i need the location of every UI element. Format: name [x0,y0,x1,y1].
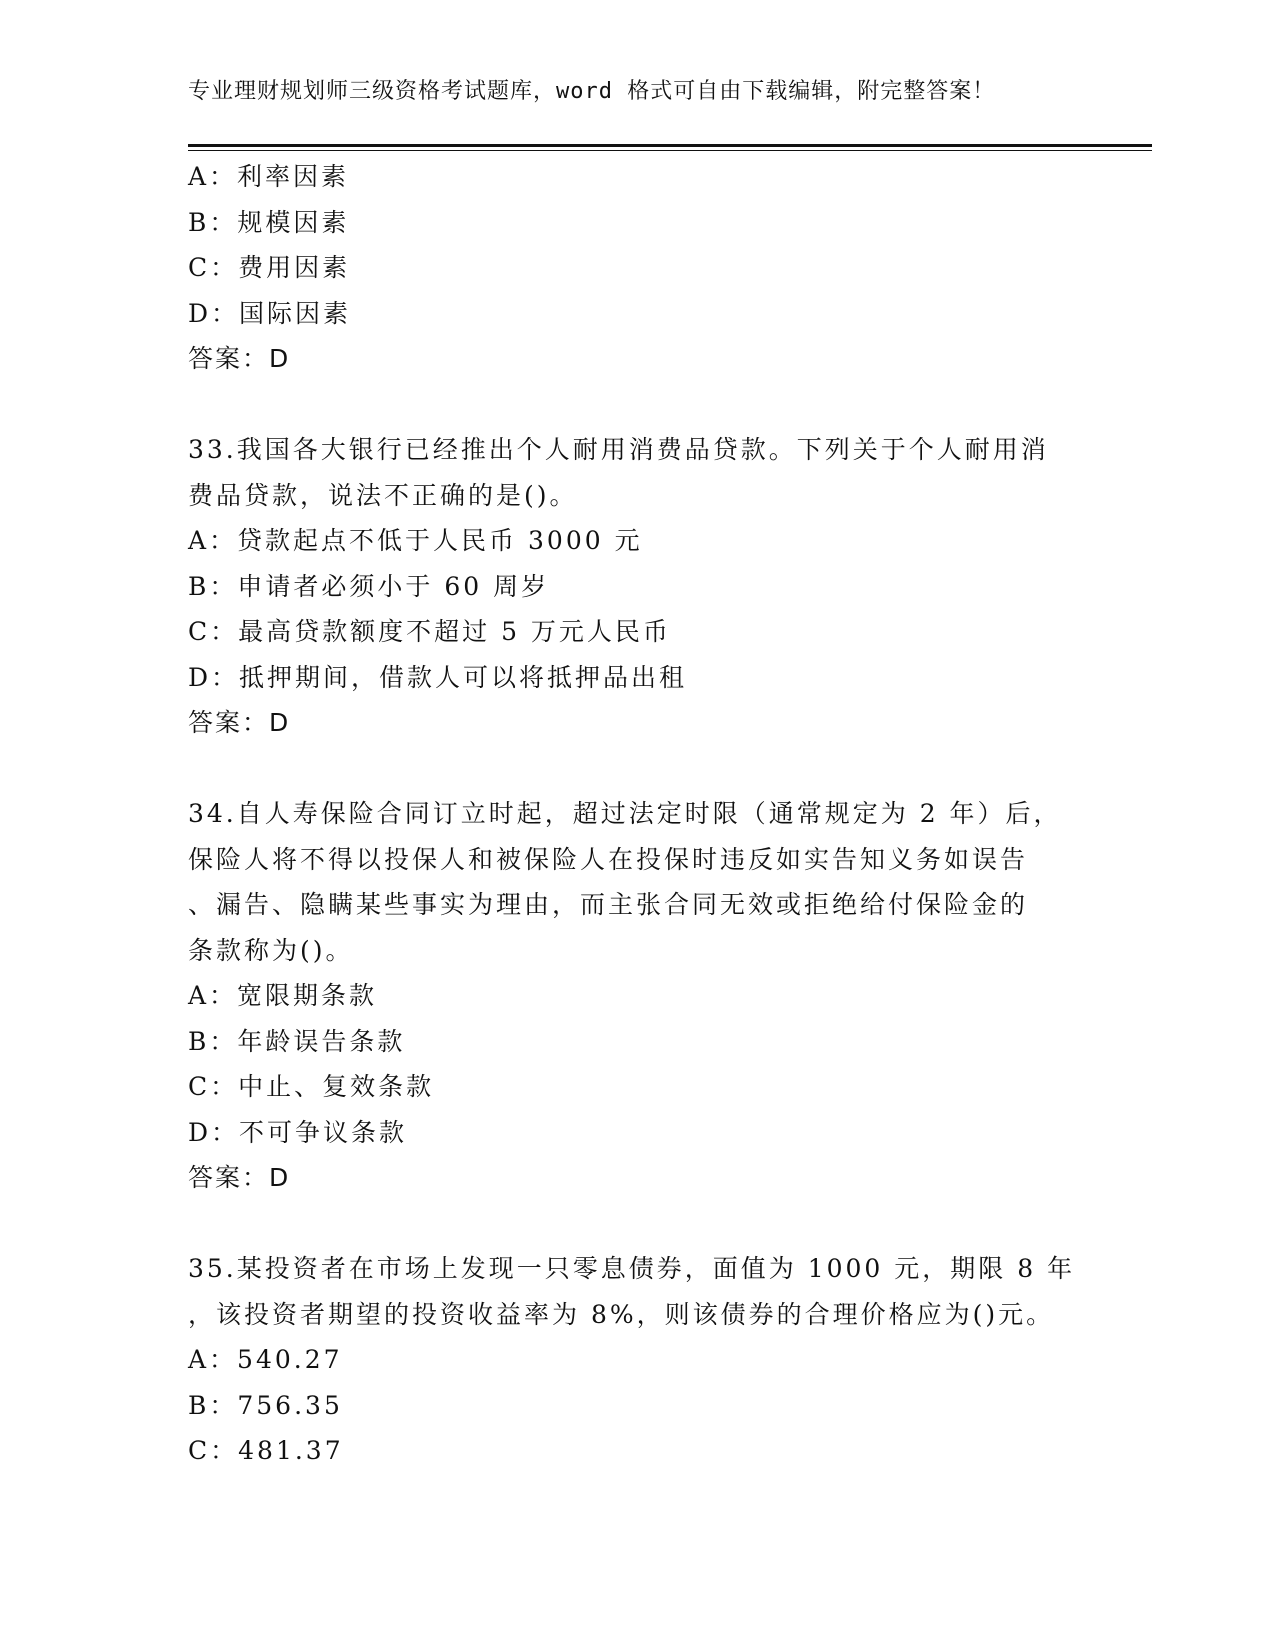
option-d: D：国际因素 [188,298,352,328]
option-d: D：抵押期间，借款人可以将抵押品出租 [188,662,688,692]
option-a: A：利率因素 [188,162,350,191]
option-b: B：申请者必须小于 60 周岁 [188,571,550,601]
question-stem-line: 35.某投资者在市场上发现一只零息债券，面值为 1000 元，期限 8 年 [188,1254,1076,1283]
option-c: C：费用因素 [188,253,351,282]
option-b: B：年龄误告条款 [188,1026,406,1056]
question-stem-line: 费品贷款，说法不正确的是()。 [188,480,578,510]
answer-line: 答案：D [188,708,291,737]
option-b: B：756.35 [188,1390,343,1420]
spacer [188,746,1088,792]
question-32 [188,154,1088,382]
question-34 [188,791,1088,1201]
option-a: A：540.27 [188,1345,343,1374]
option-c: C：中止、复效条款 [188,1072,435,1101]
option-d: D：不可争议条款 [188,1117,408,1147]
page-header: 专业理财规划师三级资格考试题库，word 格式可自由下载编辑，附完整答案！ [188,79,996,104]
question-stem-line: ，该投资者期望的投资收益率为 8%，则该债券的合理价格应为()元。 [188,1299,1055,1329]
spacer [188,1201,1088,1247]
question-33 [188,427,1088,746]
option-a: A：贷款起点不低于人民币 3000 元 [188,526,643,555]
question-stem-line: 保险人将不得以投保人和被保险人在投保时违反如实告知义务如误告 [188,844,1029,874]
question-stem-line: 33.我国各大银行已经推出个人耐用消费品贷款。下列关于个人耐用消 [188,435,1049,464]
question-stem-line: 、漏告、隐瞒某些事实为理由，而主张合同无效或拒绝给付保险金的 [188,890,1029,919]
answer-line: 答案：D [188,1163,291,1192]
option-c: C：481.37 [188,1436,344,1465]
header-rule-thick [188,144,1152,147]
header-rule-thin [188,150,1152,151]
option-c: C：最高贷款额度不超过 5 万元人民币 [188,617,671,646]
question-stem-line: 条款称为()。 [188,935,354,965]
question-content [188,154,1088,1474]
answer-line: 答案：D [188,344,291,373]
question-stem-line: 34.自人寿保险合同订立时起，超过法定时限（通常规定为 2 年）后， [188,799,1062,828]
question-35 [188,1246,1088,1474]
spacer [188,382,1088,428]
option-b: B：规模因素 [188,207,350,237]
option-a: A：宽限期条款 [188,981,378,1010]
